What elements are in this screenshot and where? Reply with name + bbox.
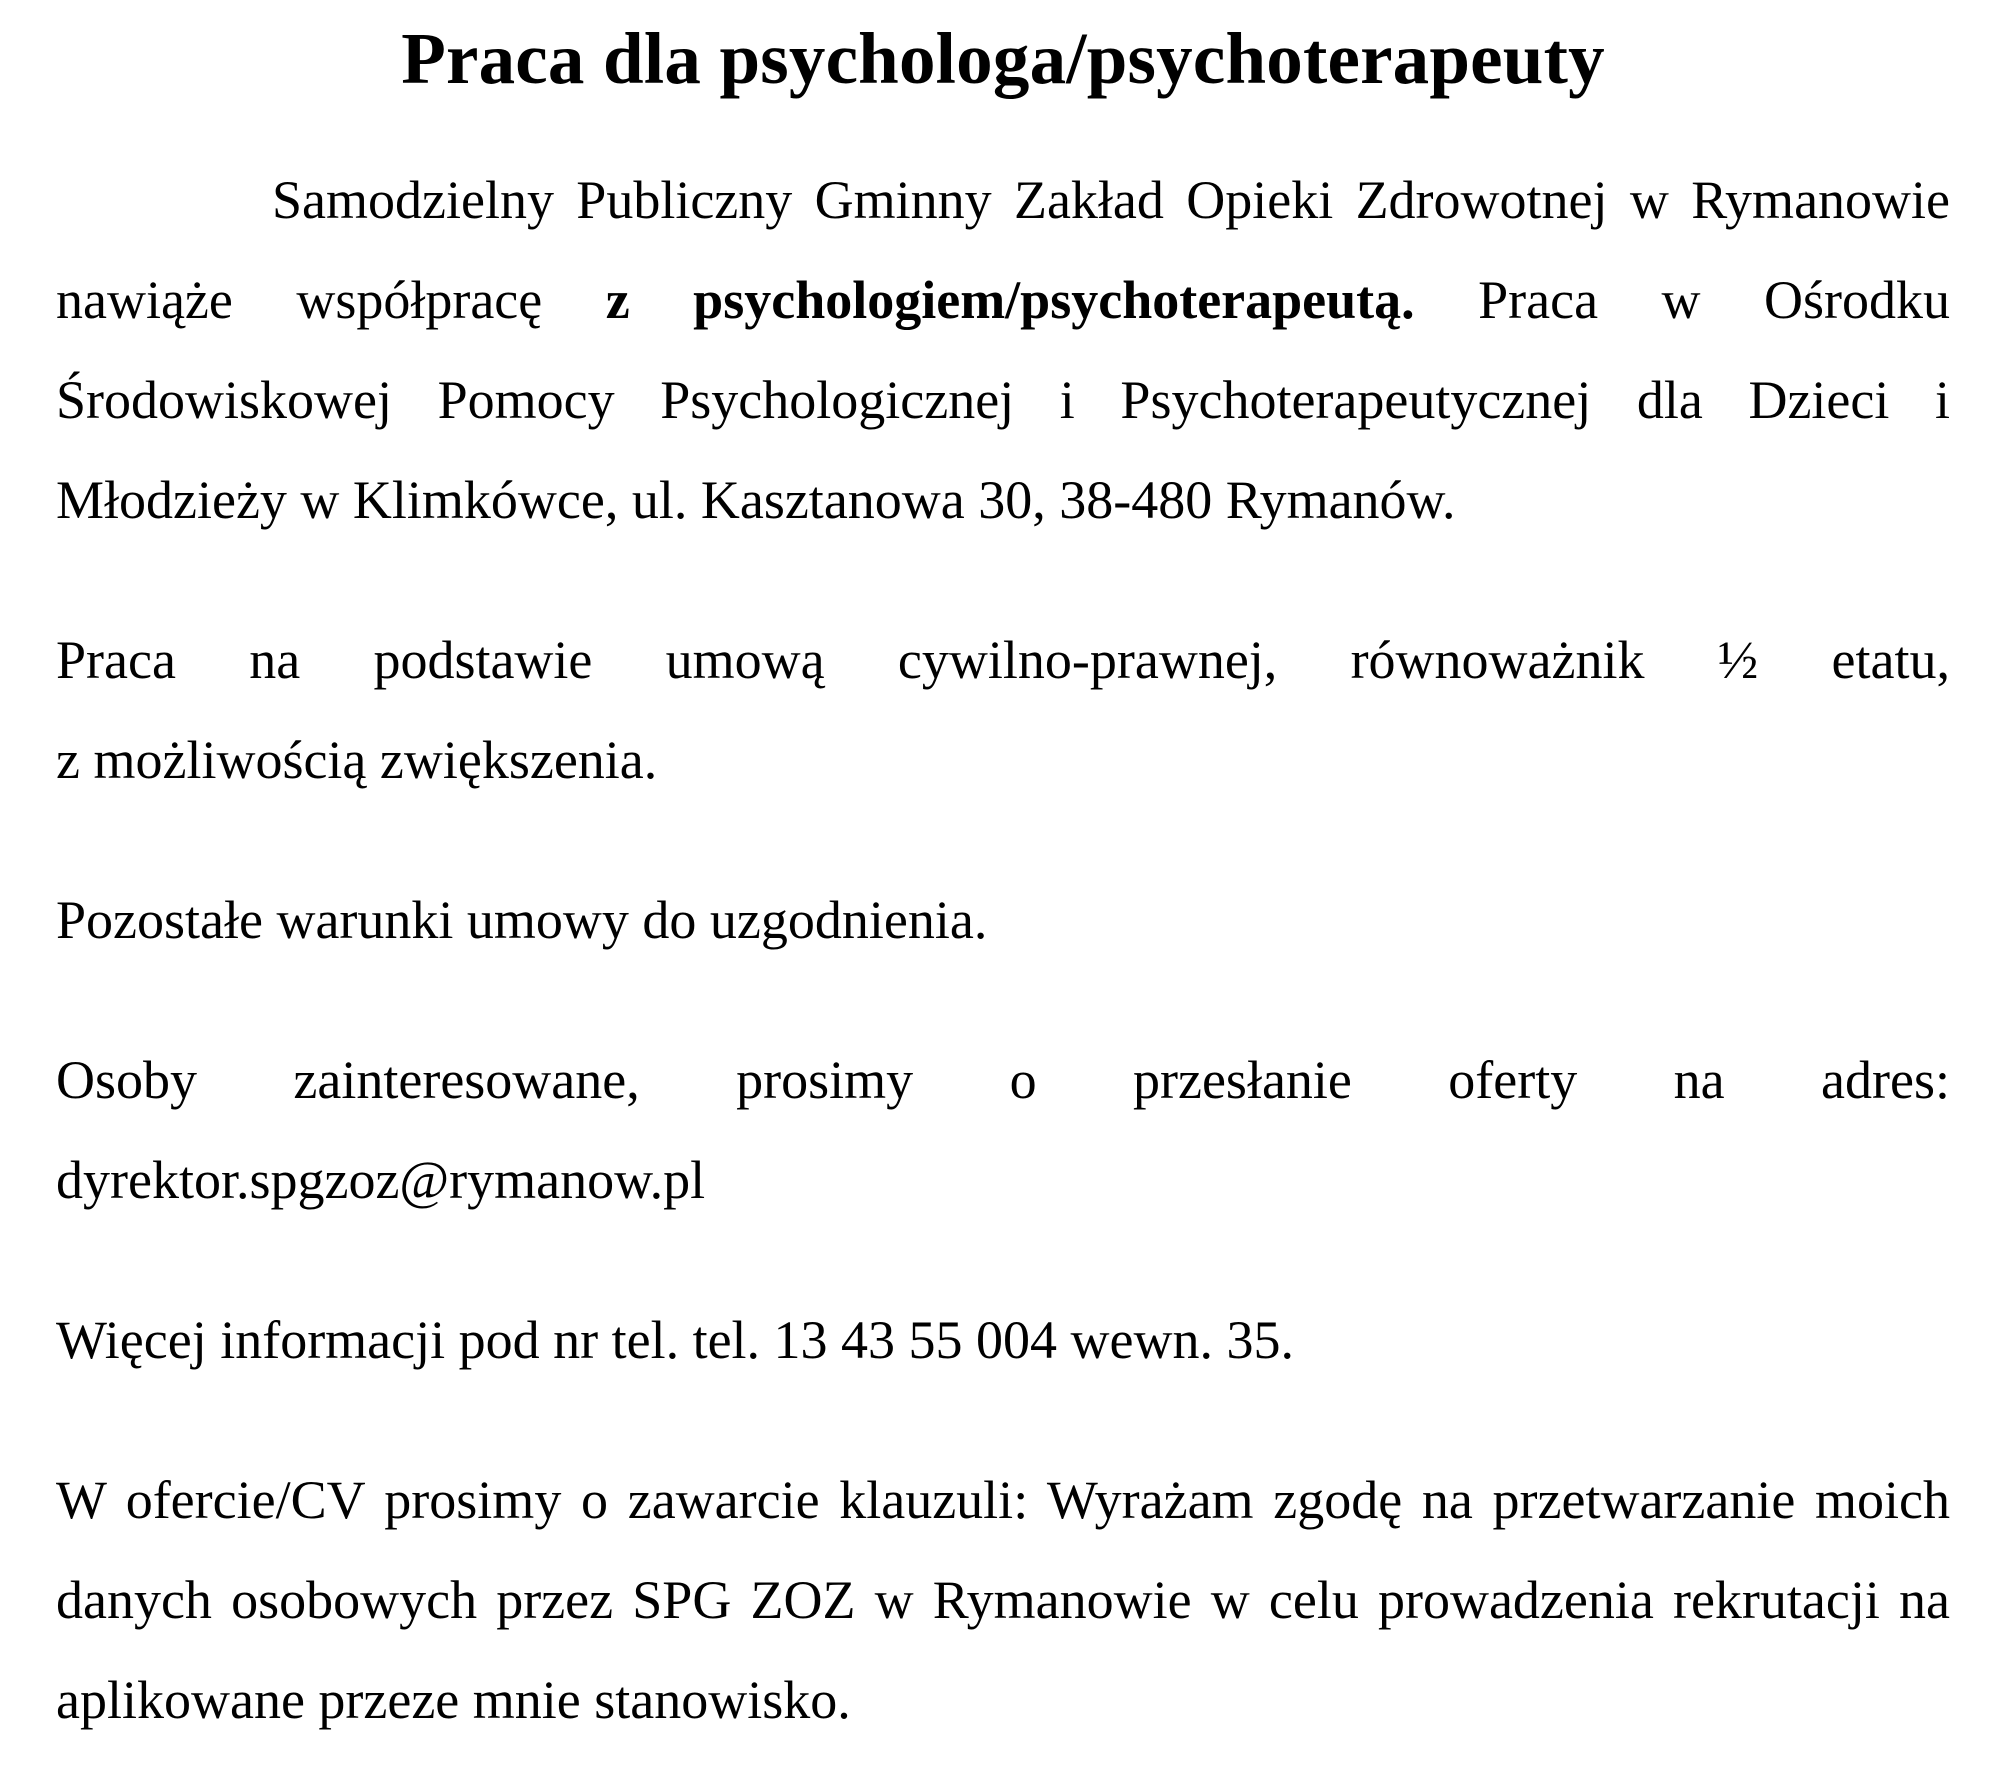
conditions-paragraph: Pozostałe warunki umowy do uzgodnienia. bbox=[56, 890, 988, 950]
clause-paragraph: W ofercie/CV prosimy o zawarcie klauzuli: Wyrażam zgodę na przetwarzanie moich danych osobowych przez SPG ZOZ w Rymanowie w celu prowadzenia rekrutacji na aplikowane przeze mnie stanowisko. bbox=[56, 1470, 1950, 1730]
contract-line-1: Praca na podstawie umową cywilno-prawnej, równoważnik ½ etatu, bbox=[56, 630, 1950, 690]
contract-line-2: z możliwością zwiększenia. bbox=[56, 730, 658, 790]
contract-paragraph bbox=[56, 610, 1950, 810]
apply-email: dyrektor.spgzoz@rymanow.pl bbox=[56, 1150, 706, 1210]
intro-text-part1: Samodzielny Publiczny Gminny Zakład Opieki Zdrowotnej w Rymanowie nawiąże współpracę bbox=[56, 170, 1950, 330]
apply-paragraph bbox=[56, 1030, 1950, 1230]
apply-line-1: Osoby zainteresowane, prosimy o przesłanie oferty na adres: bbox=[56, 1050, 1950, 1110]
page-title: Praca dla psychologa/psychoterapeuty bbox=[401, 18, 1605, 99]
intro-text-part2: Praca w Ośrodku Środowiskowej Pomocy Psychologicznej i Psychoterapeutycznej dla Dzieci i Młodzieży w Klimkówce, ul. Kasztanowa 30, 38-480 Rymanów. bbox=[56, 270, 1951, 530]
intro-text-bold: z psychologiem/psychoterapeutą. bbox=[605, 270, 1415, 330]
info-paragraph: Więcej informacji pod nr tel. tel. 13 43 55 004 wewn. 35. bbox=[56, 1310, 1295, 1370]
intro-paragraph bbox=[56, 150, 1950, 550]
job-announcement-document bbox=[56, 0, 1950, 1750]
